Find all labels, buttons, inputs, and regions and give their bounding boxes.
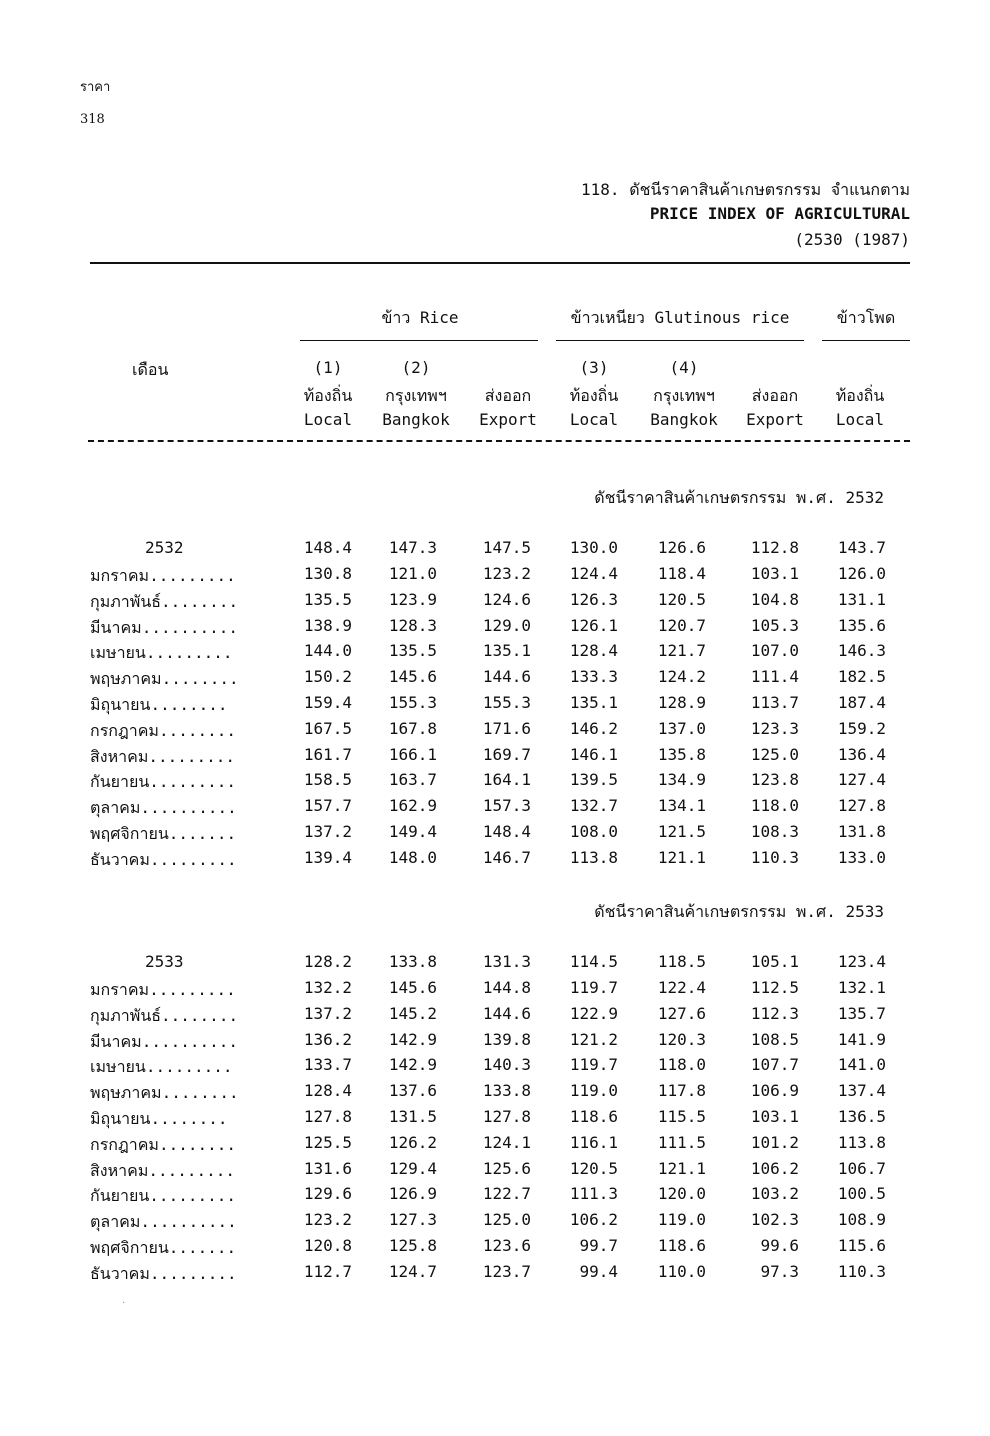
- table-cell: 99.7: [579, 1236, 618, 1255]
- year-row-value: 147.5: [482, 538, 531, 557]
- table-cell: 137.4: [837, 1081, 886, 1101]
- table-cell: 100.5: [837, 1184, 886, 1204]
- group-rule-maize: [822, 340, 910, 341]
- table-cell: 119.7: [569, 978, 618, 997]
- table-cell: 142.9: [388, 1029, 437, 1049]
- table-cell: 162.9: [388, 796, 437, 816]
- table-cell: 144.8: [482, 978, 531, 997]
- table-cell: 120.8: [303, 1236, 352, 1255]
- month-label: พฤศจิกายน.......: [90, 1238, 237, 1257]
- table-cell: 159.4: [303, 693, 352, 712]
- table-cell: 133.8: [482, 1081, 531, 1101]
- table-cell: 121.0: [388, 564, 437, 583]
- table-cell: 121.7: [657, 641, 706, 661]
- column-header-thai-7: ท้องถิ่น: [835, 386, 885, 405]
- month-label: ธันวาคม.........: [90, 1263, 237, 1283]
- top-rule: [90, 262, 910, 264]
- column-number-1: (1): [313, 358, 343, 377]
- table-cell: 139.8: [482, 1029, 531, 1049]
- table-cell: 126.9: [388, 1184, 437, 1204]
- month-label: สิงหาคม.........: [90, 1160, 236, 1180]
- table-cell: 127.6: [657, 1003, 706, 1023]
- table-cell: 141.0: [837, 1055, 886, 1075]
- table-cell: 115.6: [837, 1236, 886, 1255]
- table-cell: 124.7: [388, 1261, 437, 1281]
- table-cell: 124.6: [482, 589, 531, 609]
- table-cell: 124.4: [569, 564, 618, 583]
- table-cell: 135.6: [837, 615, 886, 635]
- table-cell: 169.7: [482, 744, 531, 764]
- table-cell: 158.5: [303, 770, 352, 790]
- month-label: กุมภาพันธ์........: [90, 591, 239, 611]
- column-header-english-5: Bangkok: [650, 410, 718, 429]
- table-cell: 123.2: [303, 1210, 352, 1230]
- year-row-value: 131.3: [482, 952, 531, 971]
- table-cell: 126.2: [388, 1132, 437, 1152]
- table-cell: 139.5: [569, 770, 618, 790]
- table-cell: 145.6: [388, 667, 437, 687]
- month-label: พฤษภาคม........: [90, 669, 239, 689]
- table-cell: 123.3: [750, 718, 799, 738]
- table-cell: 120.3: [657, 1029, 706, 1049]
- month-label: มีนาคม..........: [90, 617, 239, 637]
- year-row-value: 148.4: [303, 538, 352, 557]
- table-cell: 128.4: [303, 1081, 352, 1101]
- table-cell: 108.3: [750, 822, 799, 841]
- table-cell: 105.3: [750, 615, 799, 635]
- table-cell: 135.1: [569, 693, 618, 712]
- table-cell: 111.5: [657, 1132, 706, 1152]
- table-cell: 127.4: [837, 770, 886, 790]
- table-cell: 146.7: [482, 847, 531, 867]
- table-cell: 108.9: [837, 1210, 886, 1230]
- month-label: เมษายน.........: [90, 643, 233, 663]
- table-cell: 148.4: [482, 822, 531, 841]
- table-cell: 124.1: [482, 1132, 531, 1152]
- column-number-4: (3): [579, 358, 609, 377]
- table-cell: 101.2: [750, 1132, 799, 1152]
- table-cell: 128.4: [569, 641, 618, 661]
- month-label: สิงหาคม.........: [90, 746, 236, 766]
- column-header-english-6: Export: [746, 410, 804, 429]
- group-header-maize: ข้าวโพด: [836, 308, 896, 327]
- table-cell: 132.1: [837, 978, 886, 997]
- table-cell: 144.6: [482, 1003, 531, 1023]
- table-cell: 118.6: [569, 1107, 618, 1126]
- table-cell: 140.3: [482, 1055, 531, 1075]
- table-cell: 116.1: [569, 1132, 618, 1152]
- table-cell: 132.2: [303, 978, 352, 997]
- table-cell: 127.8: [303, 1107, 352, 1126]
- year-row-value: 143.7: [837, 538, 886, 557]
- table-cell: 115.5: [657, 1107, 706, 1126]
- year-row-value: 105.1: [750, 952, 799, 971]
- table-cell: 123.7: [482, 1261, 531, 1281]
- table-cell: 137.0: [657, 718, 706, 738]
- table-cell: 145.6: [388, 978, 437, 997]
- table-cell: 134.9: [657, 770, 706, 790]
- table-cell: 167.5: [303, 718, 352, 738]
- table-cell: 131.8: [837, 822, 886, 841]
- table-cell: 112.5: [750, 978, 799, 997]
- month-label: มีนาคม..........: [90, 1031, 239, 1051]
- month-label: กรกฎาคม........: [90, 720, 237, 740]
- table-cell: 112.3: [750, 1003, 799, 1023]
- table-cell: 120.7: [657, 615, 706, 635]
- table-cell: 126.1: [569, 615, 618, 635]
- column-header-thai-6: ส่งออก: [751, 386, 799, 405]
- table-cell: 136.5: [837, 1107, 886, 1126]
- month-label: กรกฎาคม........: [90, 1134, 237, 1154]
- table-cell: 146.1: [569, 744, 618, 764]
- month-label: มิถุนายน........: [90, 695, 228, 714]
- table-cell: 130.8: [303, 564, 352, 583]
- table-cell: 129.6: [303, 1184, 352, 1204]
- table-cell: 157.3: [482, 796, 531, 816]
- table-cell: 134.1: [657, 796, 706, 816]
- table-cell: 133.3: [569, 667, 618, 687]
- table-cell: 128.9: [657, 693, 706, 712]
- month-label: ตุลาคม..........: [90, 798, 237, 818]
- table-cell: 97.3: [760, 1261, 799, 1281]
- month-label: พฤศจิกายน.......: [90, 824, 237, 843]
- table-title-english: PRICE INDEX OF AGRICULTURAL: [649, 204, 910, 223]
- table-cell: 127.8: [482, 1107, 531, 1126]
- table-title-thai: 118. ดัชนีราคาสินค้าเกษตรกรรม จำแนกตาม: [581, 180, 910, 199]
- table-cell: 118.0: [657, 1055, 706, 1075]
- table-cell: 118.0: [750, 796, 799, 816]
- table-cell: 187.4: [837, 693, 886, 712]
- month-label: มิถุนายน........: [90, 1109, 228, 1128]
- table-cell: 137.6: [388, 1081, 437, 1101]
- column-header-english-2: Bangkok: [382, 410, 450, 429]
- table-cell: 108.0: [569, 822, 618, 841]
- table-cell: 163.7: [388, 770, 437, 790]
- table-cell: 123.6: [482, 1236, 531, 1255]
- column-header-english-1: Local: [303, 410, 353, 429]
- month-label: เมษายน.........: [90, 1057, 233, 1077]
- table-cell: 104.8: [750, 589, 799, 609]
- table-cell: 133.0: [837, 847, 886, 867]
- year-row-value: 123.4: [837, 952, 886, 971]
- month-label: ธันวาคม.........: [90, 849, 237, 869]
- table-cell: 145.2: [388, 1003, 437, 1023]
- year-row-value: 114.5: [569, 952, 618, 971]
- table-cell: 164.1: [482, 770, 531, 790]
- table-cell: 121.1: [657, 847, 706, 867]
- table-cell: 108.5: [750, 1029, 799, 1049]
- year-row-value: 126.6: [657, 538, 706, 557]
- table-cell: 120.5: [569, 1158, 618, 1178]
- table-cell: 136.4: [837, 744, 886, 764]
- table-cell: 161.7: [303, 744, 352, 764]
- group-header-glutinous-rice: ข้าวเหนียว Glutinous rice: [570, 308, 790, 327]
- table-cell: 124.2: [657, 667, 706, 687]
- column-header-thai-5: กรุงเทพฯ: [653, 386, 715, 405]
- table-cell: 106.2: [569, 1210, 618, 1230]
- table-cell: 119.0: [569, 1081, 618, 1101]
- table-cell: 106.2: [750, 1158, 799, 1178]
- table-cell: 127.3: [388, 1210, 437, 1230]
- column-header-english-4: Local: [569, 410, 619, 429]
- month-label: กันยายน.........: [90, 1186, 236, 1206]
- scan-speck-mark: ·: [122, 1298, 126, 1309]
- header-bottom-rule: [88, 440, 910, 442]
- section-heading: ดัชนีราคาสินค้าเกษตรกรรม พ.ศ. 2533: [594, 902, 884, 921]
- table-cell: 138.9: [303, 615, 352, 635]
- table-cell: 123.2: [482, 564, 531, 583]
- table-cell: 120.0: [657, 1184, 706, 1204]
- table-cell: 117.8: [657, 1081, 706, 1101]
- table-cell: 122.7: [482, 1184, 531, 1204]
- table-cell: 148.0: [388, 847, 437, 867]
- table-cell: 157.7: [303, 796, 352, 816]
- table-cell: 113.8: [837, 1132, 886, 1152]
- table-cell: 135.5: [303, 589, 352, 609]
- table-cell: 111.4: [750, 667, 799, 687]
- running-header: ราคา: [80, 80, 111, 95]
- table-cell: 126.0: [837, 564, 886, 583]
- year-row-value: 130.0: [569, 538, 618, 557]
- table-cell: 132.7: [569, 796, 618, 816]
- year-row-value: 118.5: [657, 952, 706, 971]
- table-cell: 146.2: [569, 718, 618, 738]
- table-cell: 110.3: [837, 1261, 886, 1281]
- table-cell: 129.0: [482, 615, 531, 635]
- table-cell: 123.9: [388, 589, 437, 609]
- table-cell: 129.4: [388, 1158, 437, 1178]
- table-cell: 133.7: [303, 1055, 352, 1075]
- table-cell: 107.7: [750, 1055, 799, 1075]
- table-cell: 112.7: [303, 1261, 352, 1281]
- table-cell: 149.4: [388, 822, 437, 841]
- table-cell: 120.5: [657, 589, 706, 609]
- month-label: มกราคม.........: [90, 980, 236, 999]
- table-cell: 150.2: [303, 667, 352, 687]
- table-cell: 122.4: [657, 978, 706, 997]
- table-cell: 144.6: [482, 667, 531, 687]
- table-cell: 103.1: [750, 1107, 799, 1126]
- table-cell: 144.0: [303, 641, 352, 661]
- table-cell: 131.6: [303, 1158, 352, 1178]
- table-cell: 118.6: [657, 1236, 706, 1255]
- table-cell: 135.7: [837, 1003, 886, 1023]
- table-cell: 119.0: [657, 1210, 706, 1230]
- table-cell: 159.2: [837, 718, 886, 738]
- table-cell: 123.8: [750, 770, 799, 790]
- group-rule-rice: [300, 340, 538, 341]
- table-cell: 102.3: [750, 1210, 799, 1230]
- group-header-rice: ข้าว Rice: [381, 308, 459, 327]
- year-row-value: 112.8: [750, 538, 799, 557]
- page-number: 318: [80, 112, 105, 127]
- table-cell: 135.5: [388, 641, 437, 661]
- month-label: ตุลาคม..........: [90, 1212, 237, 1232]
- table-cell: 126.3: [569, 589, 618, 609]
- table-cell: 128.3: [388, 615, 437, 635]
- table-cell: 167.8: [388, 718, 437, 738]
- table-cell: 135.8: [657, 744, 706, 764]
- month-label: พฤษภาคม........: [90, 1083, 239, 1103]
- table-cell: 125.0: [750, 744, 799, 764]
- table-cell: 122.9: [569, 1003, 618, 1023]
- table-cell: 103.2: [750, 1184, 799, 1204]
- table-cell: 142.9: [388, 1055, 437, 1075]
- month-column-header: เดือน: [132, 360, 169, 379]
- table-title-base-year: (2530 (1987): [794, 230, 910, 249]
- table-cell: 121.1: [657, 1158, 706, 1178]
- table-cell: 137.2: [303, 822, 352, 841]
- table-cell: 136.2: [303, 1029, 352, 1049]
- year-row-value: 128.2: [303, 952, 352, 971]
- table-cell: 113.8: [569, 847, 618, 867]
- table-cell: 171.6: [482, 718, 531, 738]
- table-cell: 135.1: [482, 641, 531, 661]
- column-number-2: (2): [401, 358, 431, 377]
- table-cell: 131.1: [837, 589, 886, 609]
- table-cell: 125.6: [482, 1158, 531, 1178]
- table-cell: 119.7: [569, 1055, 618, 1075]
- column-header-thai-4: ท้องถิ่น: [569, 386, 619, 405]
- table-cell: 131.5: [388, 1107, 437, 1126]
- table-cell: 118.4: [657, 564, 706, 583]
- table-cell: 137.2: [303, 1003, 352, 1023]
- table-cell: 106.9: [750, 1081, 799, 1101]
- month-label: กุมภาพันธ์........: [90, 1005, 239, 1025]
- table-cell: 125.0: [482, 1210, 531, 1230]
- table-cell: 146.3: [837, 641, 886, 661]
- table-cell: 103.1: [750, 564, 799, 583]
- table-cell: 113.7: [750, 693, 799, 712]
- month-label: มกราคม.........: [90, 566, 236, 585]
- section-heading: ดัชนีราคาสินค้าเกษตรกรรม พ.ศ. 2532: [594, 488, 884, 507]
- column-number-5: (4): [669, 358, 699, 377]
- year-row-label: 2533: [145, 952, 184, 971]
- table-cell: 166.1: [388, 744, 437, 764]
- table-cell: 139.4: [303, 847, 352, 867]
- table-cell: 107.0: [750, 641, 799, 661]
- table-cell: 127.8: [837, 796, 886, 816]
- table-cell: 125.5: [303, 1132, 352, 1152]
- month-label: กันยายน.........: [90, 772, 236, 792]
- table-cell: 125.8: [388, 1236, 437, 1255]
- table-cell: 110.3: [750, 847, 799, 867]
- column-header-english-3: Export: [479, 410, 537, 429]
- year-row-value: 133.8: [388, 952, 437, 971]
- column-header-english-7: Local: [835, 410, 885, 429]
- table-cell: 155.3: [482, 693, 531, 712]
- table-cell: 110.0: [657, 1261, 706, 1281]
- table-cell: 121.2: [569, 1029, 618, 1049]
- column-header-thai-3: ส่งออก: [484, 386, 532, 405]
- table-cell: 155.3: [388, 693, 437, 712]
- column-header-thai-1: ท้องถิ่น: [303, 386, 353, 405]
- table-cell: 121.5: [657, 822, 706, 841]
- year-row-value: 147.3: [388, 538, 437, 557]
- table-cell: 182.5: [837, 667, 886, 687]
- table-cell: 141.9: [837, 1029, 886, 1049]
- year-row-label: 2532: [145, 538, 184, 557]
- table-cell: 106.7: [837, 1158, 886, 1178]
- column-header-thai-2: กรุงเทพฯ: [385, 386, 447, 405]
- table-cell: 99.4: [579, 1261, 618, 1281]
- group-rule-glutinous-rice: [556, 340, 804, 341]
- table-cell: 111.3: [569, 1184, 618, 1204]
- table-cell: 99.6: [760, 1236, 799, 1255]
